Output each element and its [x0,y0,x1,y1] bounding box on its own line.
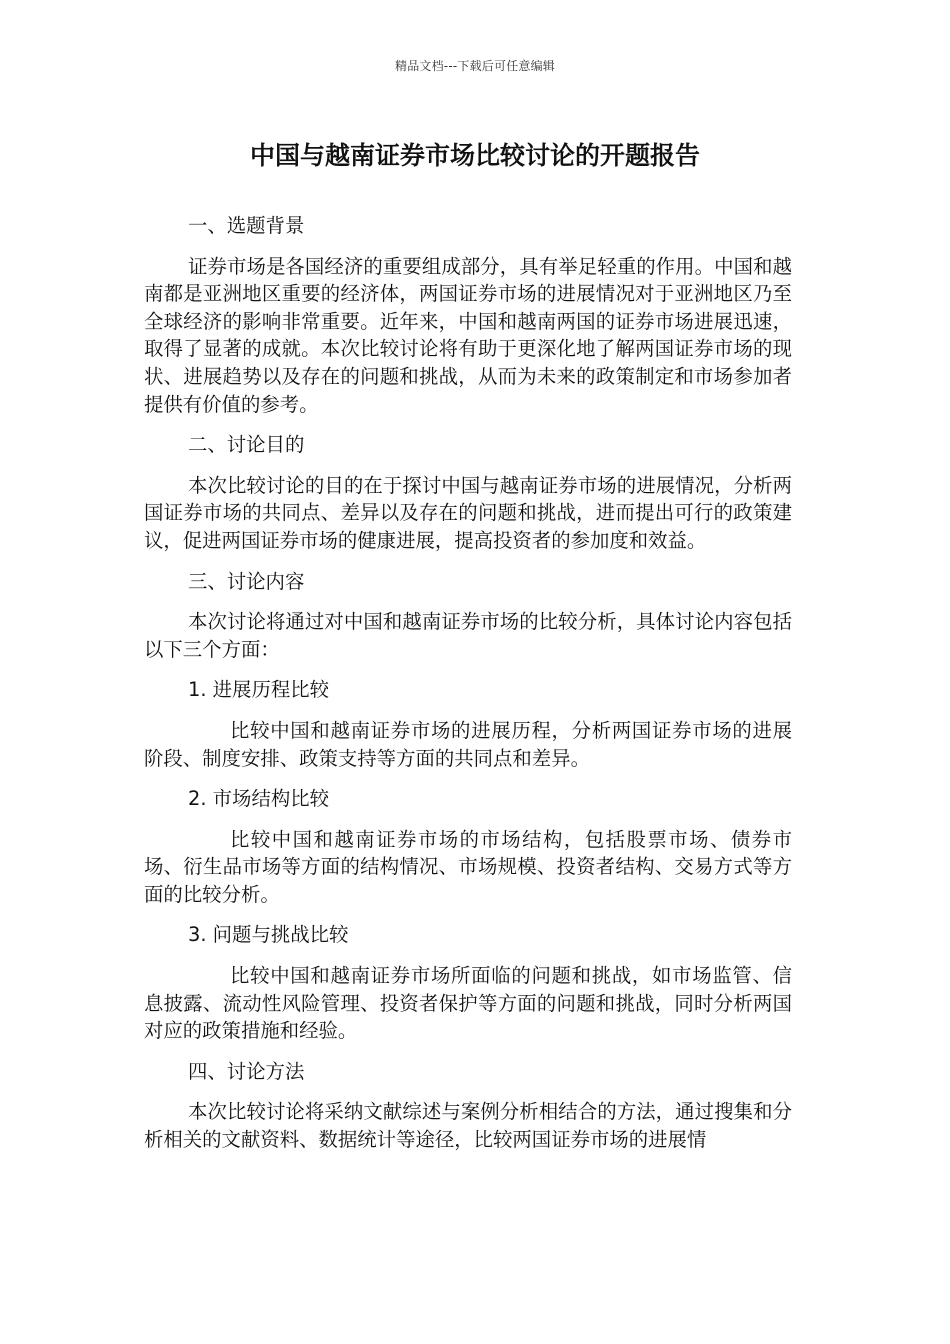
section-heading-purpose: 二、讨论目的 [188,433,305,457]
document-title: 中国与越南证券市场比较讨论的开题报告 [249,141,700,170]
section-paragraph-method: 本次比较讨论将采纳文献综述与案例分析相结合的方法，通过搜集和分析相关的文献资料、数据统计等途径，比较两国证券市场的进展情 [144,1100,792,1152]
subsection-heading-structure: 2. 市场结构比较 [188,787,330,811]
header-note: 精品文档---下载后可任意编辑 [395,59,555,73]
subsection-paragraph-structure: 比较中国和越南证券市场的市场结构，包括股票市场、债券市场、衍生品市场等方面的结构情况、市场规模、投资者结构、交易方式等方面的比较分析。 [144,827,792,906]
section-paragraph-background: 证券市场是各国经济的重要组成部分，具有举足轻重的作用。中国和越南都是亚洲地区重要的经济体，两国证券市场的进展情况对于亚洲地区乃至全球经济的影响非常重要。近年来，中国和越南两国的证券市场进展迅速，取得了显著的成就。本次比较讨论将有助于更深化地了解两国证券市场的现状、进展趋势以及存在的问题和挑战，从而为未来的政策制定和市场参加者提供有价值的参考。 [144,254,792,416]
subsection-paragraph-history: 比较中国和越南证券市场的进展历程，分析两国证券市场的进展阶段、制度安排、政策支持等方面的共同点和差异。 [144,718,792,770]
subsection-paragraph-challenges: 比较中国和越南证券市场所面临的问题和挑战，如市场监管、信息披露、流动性风险管理、投资者保护等方面的问题和挑战，同时分析两国对应的政策措施和经验。 [144,964,792,1043]
document-body [144,212,792,1167]
section-paragraph-content: 本次讨论将通过对中国和越南证券市场的比较分析，具体讨论内容包括以下三个方面： [144,610,792,661]
subsection-heading-history: 1. 进展历程比较 [188,678,330,702]
section-heading-method: 四、讨论方法 [188,1059,305,1083]
subsection-heading-challenges: 3. 问题与挑战比较 [188,923,349,947]
section-heading-content: 三、讨论内容 [188,569,305,593]
section-heading-background: 一、选题背景 [188,214,305,237]
section-paragraph-purpose: 本次比较讨论的目的在于探讨中国与越南证券市场的进展情况，分析两国证券市场的共同点、差异以及存在的问题和挑战，进而提出可行的政策建议，促进两国证券市场的健康进展，提高投资者的参加度和效益。 [144,473,792,552]
